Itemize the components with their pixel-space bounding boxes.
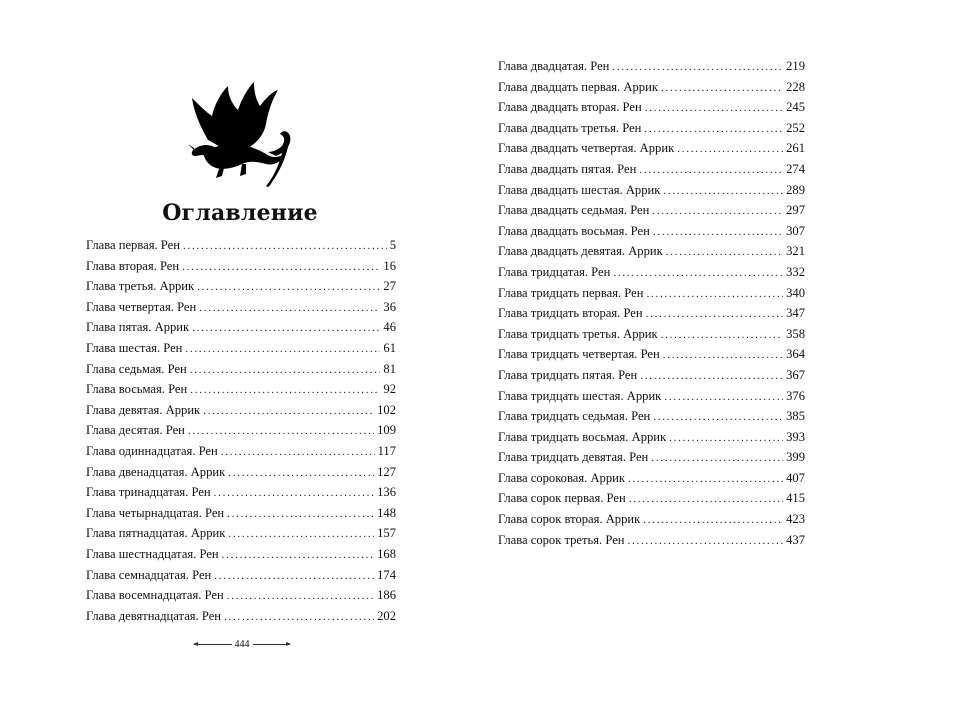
toc-entry-page: 367 (786, 367, 805, 382)
toc-dot-leader (629, 489, 783, 510)
toc-entry-title: Глава тридцать пятая. Рен (498, 367, 638, 382)
toc-dot-leader (228, 524, 374, 545)
toc-entry-page: 415 (786, 491, 805, 506)
toc-dot-leader (666, 242, 783, 263)
toc-entry-title: Глава вторая. Рен (86, 258, 180, 273)
toc-entry-title: Глава двадцать пятая. Рен (498, 161, 637, 176)
toc-dot-leader (653, 407, 783, 428)
toc-entry (86, 379, 396, 400)
toc-entry-page: 332 (786, 264, 805, 279)
toc-entry-page: 307 (786, 223, 805, 238)
toc-dot-leader (222, 545, 374, 566)
toc-entry-title: Глава седьмая. Рен (86, 361, 187, 376)
toc-dot-leader (214, 483, 374, 504)
toc-entry (498, 303, 805, 324)
toc-dot-leader (185, 339, 380, 360)
toc-dot-leader (197, 277, 380, 298)
toc-entry-page: 46 (383, 320, 396, 335)
toc-left-column (86, 235, 396, 626)
toc-heading: Оглавление (162, 200, 318, 226)
toc-dot-leader (639, 160, 783, 181)
toc-entry-title: Глава пятая. Аррик (86, 320, 190, 335)
toc-entry (86, 523, 396, 544)
toc-entry-page: 347 (786, 306, 805, 321)
toc-entry-page: 127 (377, 464, 396, 479)
toc-dot-leader (199, 298, 380, 319)
toc-entry (86, 400, 396, 421)
toc-entry (498, 468, 805, 489)
toc-entry-page: 202 (377, 608, 396, 623)
toc-entry (498, 324, 805, 345)
toc-entry-title: Глава одиннадцатая. Рен (86, 443, 218, 458)
toc-dot-leader (644, 119, 783, 140)
toc-entry (498, 97, 805, 118)
ornament-rule-right (253, 644, 291, 645)
toc-entry (498, 241, 805, 262)
toc-entry (498, 180, 805, 201)
toc-dot-leader (228, 463, 374, 484)
toc-entry (498, 221, 805, 242)
toc-entry-page: 252 (786, 120, 805, 135)
toc-entry-title: Глава третья. Аррик (86, 279, 195, 294)
toc-entry (498, 365, 805, 386)
toc-entry-page: 5 (389, 238, 396, 252)
toc-entry (498, 386, 805, 407)
toc-entry (86, 585, 396, 606)
toc-entry-title: Глава двадцать шестая. Аррик (498, 182, 661, 197)
toc-entry-title: Глава двадцать седьмая. Рен (498, 203, 650, 218)
toc-entry-title: Глава тридцатая. Рен (498, 264, 611, 279)
toc-entry-page: 385 (786, 409, 805, 424)
toc-entry (86, 420, 396, 441)
toc-dot-leader (646, 284, 783, 305)
toc-entry-title: Глава двадцать первая. Аррик (498, 79, 658, 94)
toc-entry-title: Глава сороковая. Аррик (498, 470, 625, 485)
toc-entry-page: 92 (383, 382, 396, 397)
toc-dot-leader (183, 236, 387, 257)
toc-entry (498, 56, 805, 77)
toc-entry-title: Глава двадцатая. Рен (498, 59, 610, 73)
toc-entry-page: 245 (786, 100, 805, 115)
toc-dot-leader (663, 345, 783, 366)
toc-entry-page: 228 (786, 79, 805, 94)
toc-entry-title: Глава двадцать восьмая. Рен (498, 223, 650, 238)
toc-entry-title: Глава двадцать вторая. Рен (498, 100, 642, 115)
toc-entry (86, 462, 396, 483)
toc-dot-leader (651, 448, 783, 469)
toc-entry (498, 530, 805, 551)
toc-dot-leader (613, 263, 783, 284)
toc-dot-leader (628, 531, 784, 552)
toc-entry-title: Глава тридцать восьмая. Аррик (498, 429, 667, 444)
toc-entry-page: 364 (786, 347, 805, 362)
toc-entry-page: 261 (786, 141, 805, 156)
toc-entry-page: 148 (377, 505, 396, 520)
toc-entry-page: 376 (786, 388, 805, 403)
toc-entry (498, 427, 805, 448)
toc-entry (86, 565, 396, 586)
toc-entry-page: 36 (383, 299, 396, 314)
toc-entry-title: Глава тридцать первая. Рен (498, 285, 644, 300)
toc-entry-title: Глава тридцать четвертая. Рен (498, 347, 660, 362)
toc-dot-leader (214, 566, 374, 587)
toc-entry-page: 321 (786, 244, 805, 259)
toc-entry-page: 289 (786, 182, 805, 197)
toc-dot-leader (653, 222, 783, 243)
toc-entry (86, 359, 396, 380)
toc-entry (86, 338, 396, 359)
toc-entry (86, 276, 396, 297)
toc-entry-page: 274 (786, 161, 805, 176)
toc-entry (86, 606, 396, 627)
toc-right-column (498, 56, 805, 550)
toc-entry-page: 157 (377, 526, 396, 541)
toc-entry-title: Глава шестнадцатая. Рен (86, 546, 219, 561)
toc-entry-title: Глава сорок первая. Рен (498, 491, 626, 506)
toc-entry-page: 117 (377, 443, 396, 458)
toc-dot-leader (664, 387, 783, 408)
toc-entry-title: Глава тридцать третья. Аррик (498, 326, 658, 341)
toc-dot-leader (190, 360, 381, 381)
toc-dot-leader (221, 442, 375, 463)
toc-dot-leader (203, 401, 374, 422)
toc-entry-page: 358 (786, 326, 805, 341)
toc-entry-page: 423 (786, 512, 805, 527)
toc-entry-title: Глава двадцать третья. Рен (498, 120, 642, 135)
toc-entry (86, 544, 396, 565)
toc-entry-title: Глава тридцать седьмая. Рен (498, 409, 651, 424)
toc-entry (498, 118, 805, 139)
toc-entry-title: Глава четырнадцатая. Рен (86, 505, 225, 520)
toc-dot-leader (646, 304, 783, 325)
toc-entry-page: 186 (377, 588, 396, 603)
toc-entry-title: Глава первая. Рен (86, 238, 180, 252)
toc-dot-leader (661, 325, 783, 346)
toc-entry (498, 406, 805, 427)
toc-entry-page: 102 (377, 402, 396, 417)
toc-entry-title: Глава восемнадцатая. Рен (86, 588, 224, 603)
toc-entry-page: 174 (377, 567, 396, 582)
toc-dot-leader (227, 504, 374, 525)
toc-entry-page: 399 (786, 450, 805, 465)
toc-dot-leader (628, 469, 783, 490)
toc-entry (498, 488, 805, 509)
toc-entry-title: Глава сорок вторая. Аррик (498, 512, 641, 527)
toc-entry-title: Глава двенадцатая. Аррик (86, 464, 226, 479)
toc-entry (498, 509, 805, 530)
toc-entry-title: Глава двадцать девятая. Аррик (498, 244, 663, 259)
toc-entry-page: 16 (383, 258, 396, 273)
toc-entry-title: Глава сорок третья. Рен (498, 532, 625, 547)
toc-entry (498, 344, 805, 365)
toc-entry (86, 235, 396, 256)
toc-entry-title: Глава семнадцатая. Рен (86, 567, 212, 582)
toc-dot-leader (192, 318, 380, 339)
toc-entry (498, 77, 805, 98)
toc-entry (86, 317, 396, 338)
toc-entry (86, 297, 396, 318)
toc-entry (86, 482, 396, 503)
toc-entry-title: Глава девятая. Аррик (86, 402, 201, 417)
toc-entry-page: 168 (377, 546, 396, 561)
toc-entry-page: 81 (383, 361, 396, 376)
toc-dot-leader (640, 366, 783, 387)
toc-entry-title: Глава шестая. Рен (86, 340, 183, 355)
toc-entry (86, 503, 396, 524)
toc-entry-page: 340 (786, 285, 805, 300)
toc-entry (498, 159, 805, 180)
toc-entry (498, 200, 805, 221)
toc-dot-leader (661, 78, 783, 99)
toc-dot-leader (677, 139, 783, 160)
toc-dot-leader (188, 421, 374, 442)
toc-entry (498, 138, 805, 159)
toc-entry-page: 437 (786, 532, 805, 547)
toc-dot-leader (224, 607, 374, 628)
toc-entry (86, 441, 396, 462)
toc-entry-title: Глава восьмая. Рен (86, 382, 188, 397)
toc-entry-title: Глава девятнадцатая. Рен (86, 608, 222, 623)
toc-dot-leader (645, 98, 783, 119)
toc-entry (86, 256, 396, 277)
toc-dot-leader (227, 586, 374, 607)
toc-entry-page: 297 (786, 203, 805, 218)
toc-entry-title: Глава тридцать девятая. Рен (498, 450, 649, 465)
toc-dot-leader (663, 181, 783, 202)
toc-entry-page: 61 (383, 340, 396, 355)
toc-entry-page: 219 (786, 59, 805, 73)
toc-entry (498, 283, 805, 304)
toc-entry-title: Глава двадцать четвертая. Аррик (498, 141, 675, 156)
page-number (194, 637, 290, 651)
toc-dot-leader (612, 57, 783, 78)
toc-entry-page: 136 (377, 485, 396, 500)
toc-entry-title: Глава тридцать вторая. Рен (498, 306, 643, 321)
toc-dot-leader (643, 510, 783, 531)
toc-dot-leader (669, 428, 783, 449)
page-number-text: 444 (234, 638, 250, 650)
toc-entry-page: 27 (383, 279, 396, 294)
toc-entry-page: 393 (786, 429, 805, 444)
toc-dot-leader (182, 257, 380, 278)
toc-entry-title: Глава тридцать шестая. Аррик (498, 388, 662, 403)
toc-entry-page: 407 (786, 470, 805, 485)
toc-entry-page: 109 (377, 423, 396, 438)
toc-entry (498, 447, 805, 468)
toc-dot-leader (190, 380, 380, 401)
toc-entry-title: Глава тринадцатая. Рен (86, 485, 211, 500)
toc-entry-title: Глава пятнадцатая. Аррик (86, 526, 226, 541)
toc-entry-title: Глава десятая. Рен (86, 423, 185, 438)
toc-entry-title: Глава четвертая. Рен (86, 299, 197, 314)
toc-entry (498, 262, 805, 283)
ornament-rule-left (194, 644, 232, 645)
dragon-icon (186, 78, 294, 190)
toc-dot-leader (652, 201, 783, 222)
